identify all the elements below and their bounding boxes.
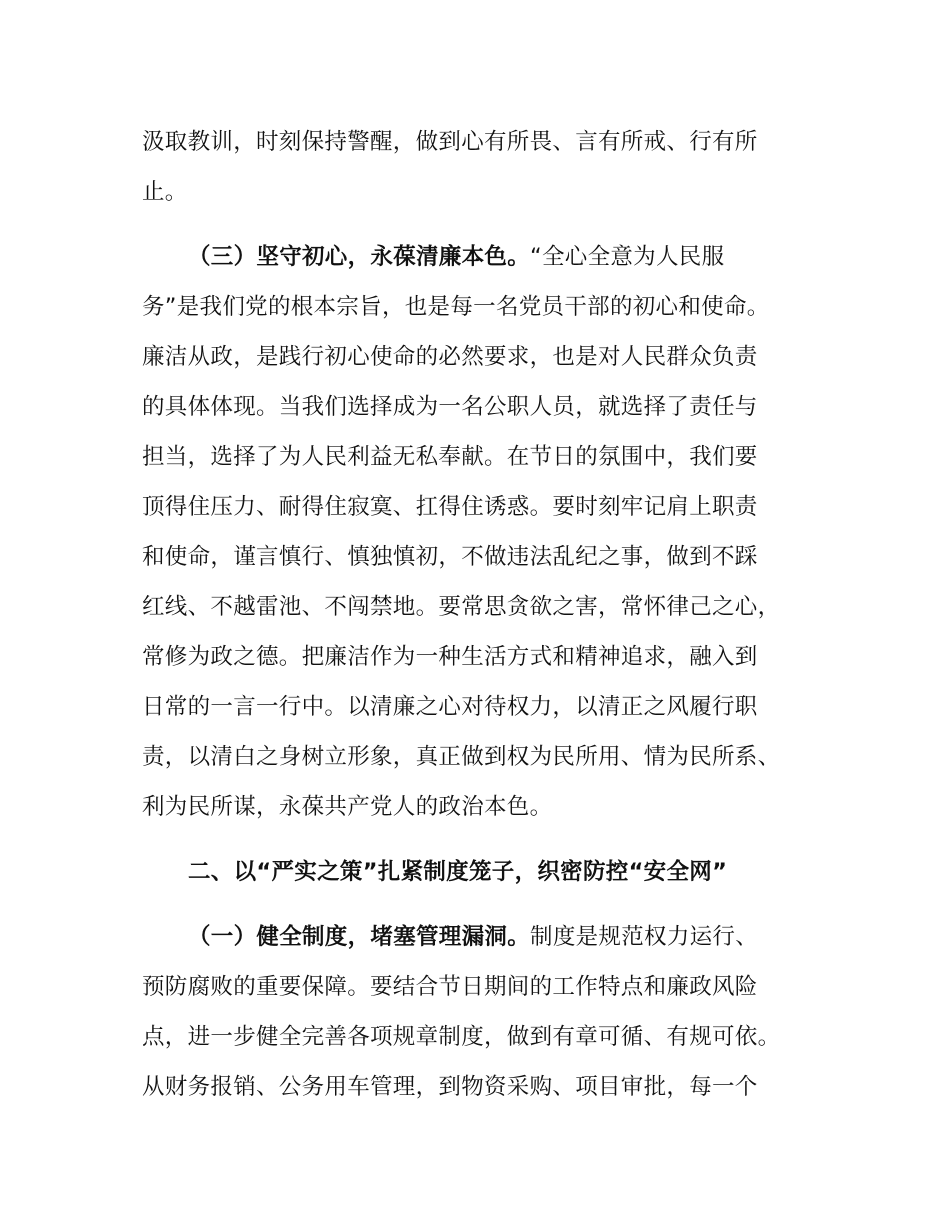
body-text-line: 止。: [142, 179, 188, 205]
body-text-line: 从财务报销、公务用车管理，到物资采购、项目审批，每一个: [142, 1074, 758, 1100]
body-text-line: 常修为政之德。把廉洁作为一种生活方式和精神追求，融入到: [142, 644, 758, 670]
paragraph-first-line: [188, 922, 758, 952]
body-text-line: 务”是我们党的根本宗旨，也是每一名党员干部的初心和使命。: [142, 294, 770, 320]
body-text-line: 和使命，谨言慎行、慎独慎初，不做违法乱纪之事，做到不踩: [142, 544, 758, 570]
body-text-line: 预防腐败的重要保障。要结合节日期间的工作特点和廉政风险: [142, 974, 758, 1000]
body-text: “全心全意为人民服: [530, 244, 725, 270]
body-text-line: 点，进一步健全完善各项规章制度，做到有章可循、有规可依。: [142, 1024, 781, 1050]
section-subheading: （三）坚守初心，永葆清廉本色。: [188, 244, 531, 270]
body-text: 制度是规范权力运行、: [530, 924, 759, 950]
section-heading: 二、以“严实之策”扎紧制度笼子，织密防控“安全网”: [188, 859, 728, 885]
body-text-line: 利为民所谋，永葆共产党人的政治本色。: [142, 794, 553, 820]
paragraph-first-line: [188, 242, 724, 272]
body-text-line: 担当，选择了为人民利益无私奉献。在节日的氛围中，我们要: [142, 444, 758, 470]
section-subheading: （一）健全制度，堵塞管理漏洞。: [188, 924, 531, 950]
body-text-line: 顶得住压力、耐得住寂寞、扛得住诱惑。要时刻牢记肩上职责: [142, 494, 758, 520]
body-text-line: 责，以清白之身树立形象，真正做到权为民所用、情为民所系、: [142, 744, 781, 770]
body-text-line: 红线、不越雷池、不闯禁地。要常思贪欲之害，常怀律己之心，: [142, 594, 781, 620]
body-text-line: 日常的一言一行中。以清廉之心对待权力，以清正之风履行职: [142, 694, 758, 720]
body-text-line: 的具体体现。当我们选择成为一名公职人员，就选择了责任与: [142, 394, 758, 420]
body-text-line: 廉洁从政，是践行初心使命的必然要求，也是对人民群众负责: [142, 344, 758, 370]
body-text-line: 汲取教训，时刻保持警醒，做到心有所畏、言有所戒、行有所: [142, 129, 758, 155]
